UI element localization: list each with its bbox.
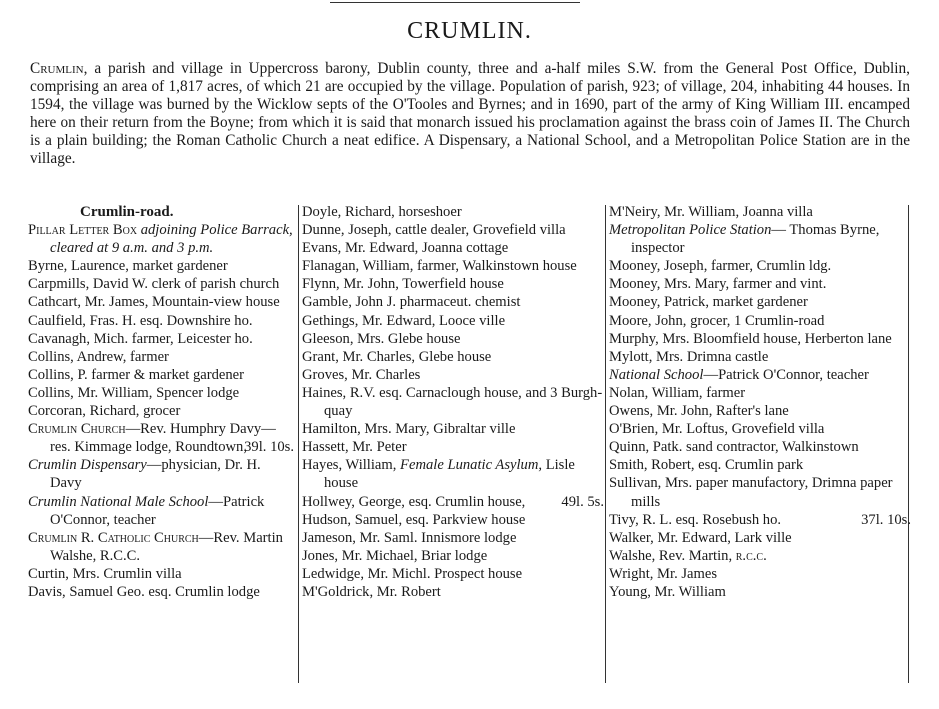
entry-text: —Rev. Martin Walshe, R.C.C. bbox=[50, 529, 283, 564]
entry-text: —physician, Dr. H. Davy bbox=[50, 457, 261, 492]
directory-entry: Smith, Robert, esq. Crumlin park bbox=[609, 457, 804, 474]
entry-caps: Crumlin R. Catholic Church bbox=[28, 529, 199, 546]
directory-entry bbox=[609, 547, 911, 565]
directory-entry bbox=[28, 456, 294, 492]
entry-text: — Thomas Byrne, inspector bbox=[631, 222, 880, 257]
directory-entry: Young, Mr. William bbox=[609, 583, 726, 600]
column-divider bbox=[605, 205, 606, 683]
directory-entry: Haines, R.V. esq. Carnaclough house, and 3 Burgh-quay bbox=[302, 384, 603, 420]
column-divider bbox=[298, 205, 299, 683]
directory-entry: O'Brien, Mr. Loftus, Grovefield villa bbox=[609, 421, 825, 438]
directory-entry: Doyle, Richard, horseshoer bbox=[302, 204, 462, 220]
directory-entry: Hudson, Samuel, esq. Parkview house bbox=[302, 511, 526, 528]
directory-entry: Gleeson, Mrs. Glebe house bbox=[302, 330, 461, 347]
entry-text: —Rev. Humphry Davy— res. Kimmage lodge, Roundtown, bbox=[50, 421, 276, 456]
directory-entry: Carpmills, David W. clerk of parish church bbox=[28, 276, 280, 293]
directory-entry: M'Goldrick, Mr. Robert bbox=[302, 583, 441, 600]
entry-italic: National School bbox=[609, 366, 704, 383]
column-1 bbox=[28, 203, 294, 601]
directory-entry: Murphy, Mrs. Bloomfield house, Herberton lane bbox=[609, 330, 892, 347]
directory-entry: Moore, John, grocer, 1 Crumlin-road bbox=[609, 312, 825, 329]
directory-entry bbox=[302, 456, 604, 492]
intro-lead: Crumlin bbox=[30, 60, 84, 77]
directory-entry: Davis, Samuel Geo. esq. Crumlin lodge bbox=[28, 583, 260, 600]
directory-entry: Cavanagh, Mich. farmer, Leicester ho. bbox=[28, 330, 253, 347]
directory-entry: Caulfield, Fras. H. esq. Downshire ho. bbox=[28, 312, 253, 329]
directory-entry: Groves, Mr. Charles bbox=[302, 366, 421, 383]
directory-entry: Nolan, William, farmer bbox=[609, 384, 746, 401]
directory-entry: Flanagan, William, farmer, Walkinstown house bbox=[302, 258, 577, 275]
street-heading: Crumlin-road. bbox=[80, 204, 174, 220]
directory-entry bbox=[28, 420, 294, 456]
directory-entry: Ledwidge, Mr. Michl. Prospect house bbox=[302, 565, 523, 582]
directory-entry: Mooney, Patrick, market gardener bbox=[609, 294, 808, 311]
entry-value: 39l. 10s. bbox=[244, 439, 294, 456]
entry-value: 49l. 5s. bbox=[561, 493, 604, 510]
entry-caps: Crumlin Church bbox=[28, 421, 126, 438]
directory-entry: Mylott, Mrs. Drimna castle bbox=[609, 348, 769, 365]
intro-text: , a parish and village in Uppercross barony, Dublin county, three and a-half miles S.W. from the General Post Office, Dublin, comprising an area of 1,817 acres, of which 21 are occupied by the village. Population of parish, 923; of village, 204, inhabiting 44 houses. In 1594, the village was burned by the Wicklow septs of the O'Tooles and Byrnes; and in 1690, part of the army of King William III. encamped here on their return from the Boyne; from which it is said that monarch issued his proclamation against the brass coin of James II. The Church is a plain building; the Roman Catholic Church a neat edifice. A Dispensary, a National School, and a Metropolitan Police Station are in the village. bbox=[30, 60, 910, 167]
directory-entry: Jameson, Mr. Saml. Innismore lodge bbox=[302, 529, 517, 546]
entry-text: Hollwey, George, esq. Crumlin house, bbox=[302, 493, 526, 510]
directory-entry: Curtin, Mrs. Crumlin villa bbox=[28, 565, 182, 582]
directory-entry bbox=[28, 493, 294, 529]
directory-entry: Byrne, Laurence, market gardener bbox=[28, 258, 228, 275]
entry-italic: Crumlin National Male School bbox=[28, 493, 209, 510]
column-3 bbox=[609, 203, 911, 601]
page-title: CRUMLIN. bbox=[407, 18, 532, 44]
entry-italic: Metropolitan Police Station bbox=[609, 222, 772, 239]
directory-entry: Owens, Mr. John, Rafter's lane bbox=[609, 403, 789, 420]
entry-text: Walshe, Rev. Martin, bbox=[609, 547, 736, 564]
directory-entry bbox=[28, 529, 294, 565]
directory-entry bbox=[302, 493, 604, 511]
entry-text: Tivy, R. L. esq. Rosebush ho. bbox=[609, 511, 782, 528]
directory-entry: M'Neiry, Mr. William, Joanna villa bbox=[609, 204, 813, 220]
directory-entry: Collins, Andrew, farmer bbox=[28, 348, 169, 365]
directory-entry bbox=[28, 221, 294, 257]
directory-entry bbox=[609, 511, 911, 529]
directory-entry: Mooney, Joseph, farmer, Crumlin ldg. bbox=[609, 258, 832, 275]
directory-entry: Gethings, Mr. Edward, Looce ville bbox=[302, 312, 506, 329]
directory-entry: Gamble, John J. pharmaceut. chemist bbox=[302, 294, 521, 311]
entry-italic: Female Lunatic Asylum, bbox=[400, 457, 543, 474]
directory-entry: Dunne, Joseph, cattle dealer, Grovefield villa bbox=[302, 222, 566, 239]
column-2 bbox=[302, 203, 604, 601]
directory-entry: Cathcart, Mr. James, Mountain-view house bbox=[28, 294, 280, 311]
directory-entry: Evans, Mr. Edward, Joanna cottage bbox=[302, 240, 509, 257]
entry-text: —Patrick O'Connor, teacher bbox=[50, 493, 265, 528]
directory-entry: Jones, Mr. Michael, Briar lodge bbox=[302, 547, 488, 564]
directory-entry: Collins, Mr. William, Spencer lodge bbox=[28, 384, 240, 401]
entry-caps: Pillar Letter Box bbox=[28, 222, 138, 239]
entry-italic: adjoining Police Barrack, cleared at 9 a.m. and 3 p.m. bbox=[50, 222, 293, 257]
directory-entry: Collins, P. farmer & market gardener bbox=[28, 366, 245, 383]
directory-entry: Hamilton, Mrs. Mary, Gibraltar ville bbox=[302, 421, 516, 438]
entry-text: Hayes, William, bbox=[302, 457, 401, 474]
directory-entry: Grant, Mr. Charles, Glebe house bbox=[302, 348, 492, 365]
intro-paragraph bbox=[30, 60, 910, 168]
entry-text: Lisle house bbox=[324, 457, 575, 492]
top-rule bbox=[330, 2, 580, 3]
directory-entry: Sullivan, Mrs. paper manufactory, Drimna paper mills bbox=[609, 475, 893, 510]
directory-entry: Flynn, Mr. John, Towerfield house bbox=[302, 276, 504, 293]
directory-entry bbox=[609, 366, 911, 384]
directory-entry: Quinn, Patk. sand contractor, Walkinstown bbox=[609, 439, 859, 456]
entry-caps: r.c.c. bbox=[735, 547, 767, 564]
directory-entry: Walker, Mr. Edward, Lark ville bbox=[609, 529, 792, 546]
directory-entry: Mooney, Mrs. Mary, farmer and vint. bbox=[609, 276, 827, 293]
directory-entry: Wright, Mr. James bbox=[609, 565, 718, 582]
directory-entry bbox=[609, 221, 911, 257]
entry-text: —Patrick O'Connor, teacher bbox=[703, 366, 869, 383]
directory-entry: Hassett, Mr. Peter bbox=[302, 439, 407, 456]
directory-entry: Corcoran, Richard, grocer bbox=[28, 403, 181, 420]
entry-value: 37l. 10s. bbox=[861, 511, 911, 528]
entry-italic: Crumlin Dispensary bbox=[28, 457, 147, 474]
